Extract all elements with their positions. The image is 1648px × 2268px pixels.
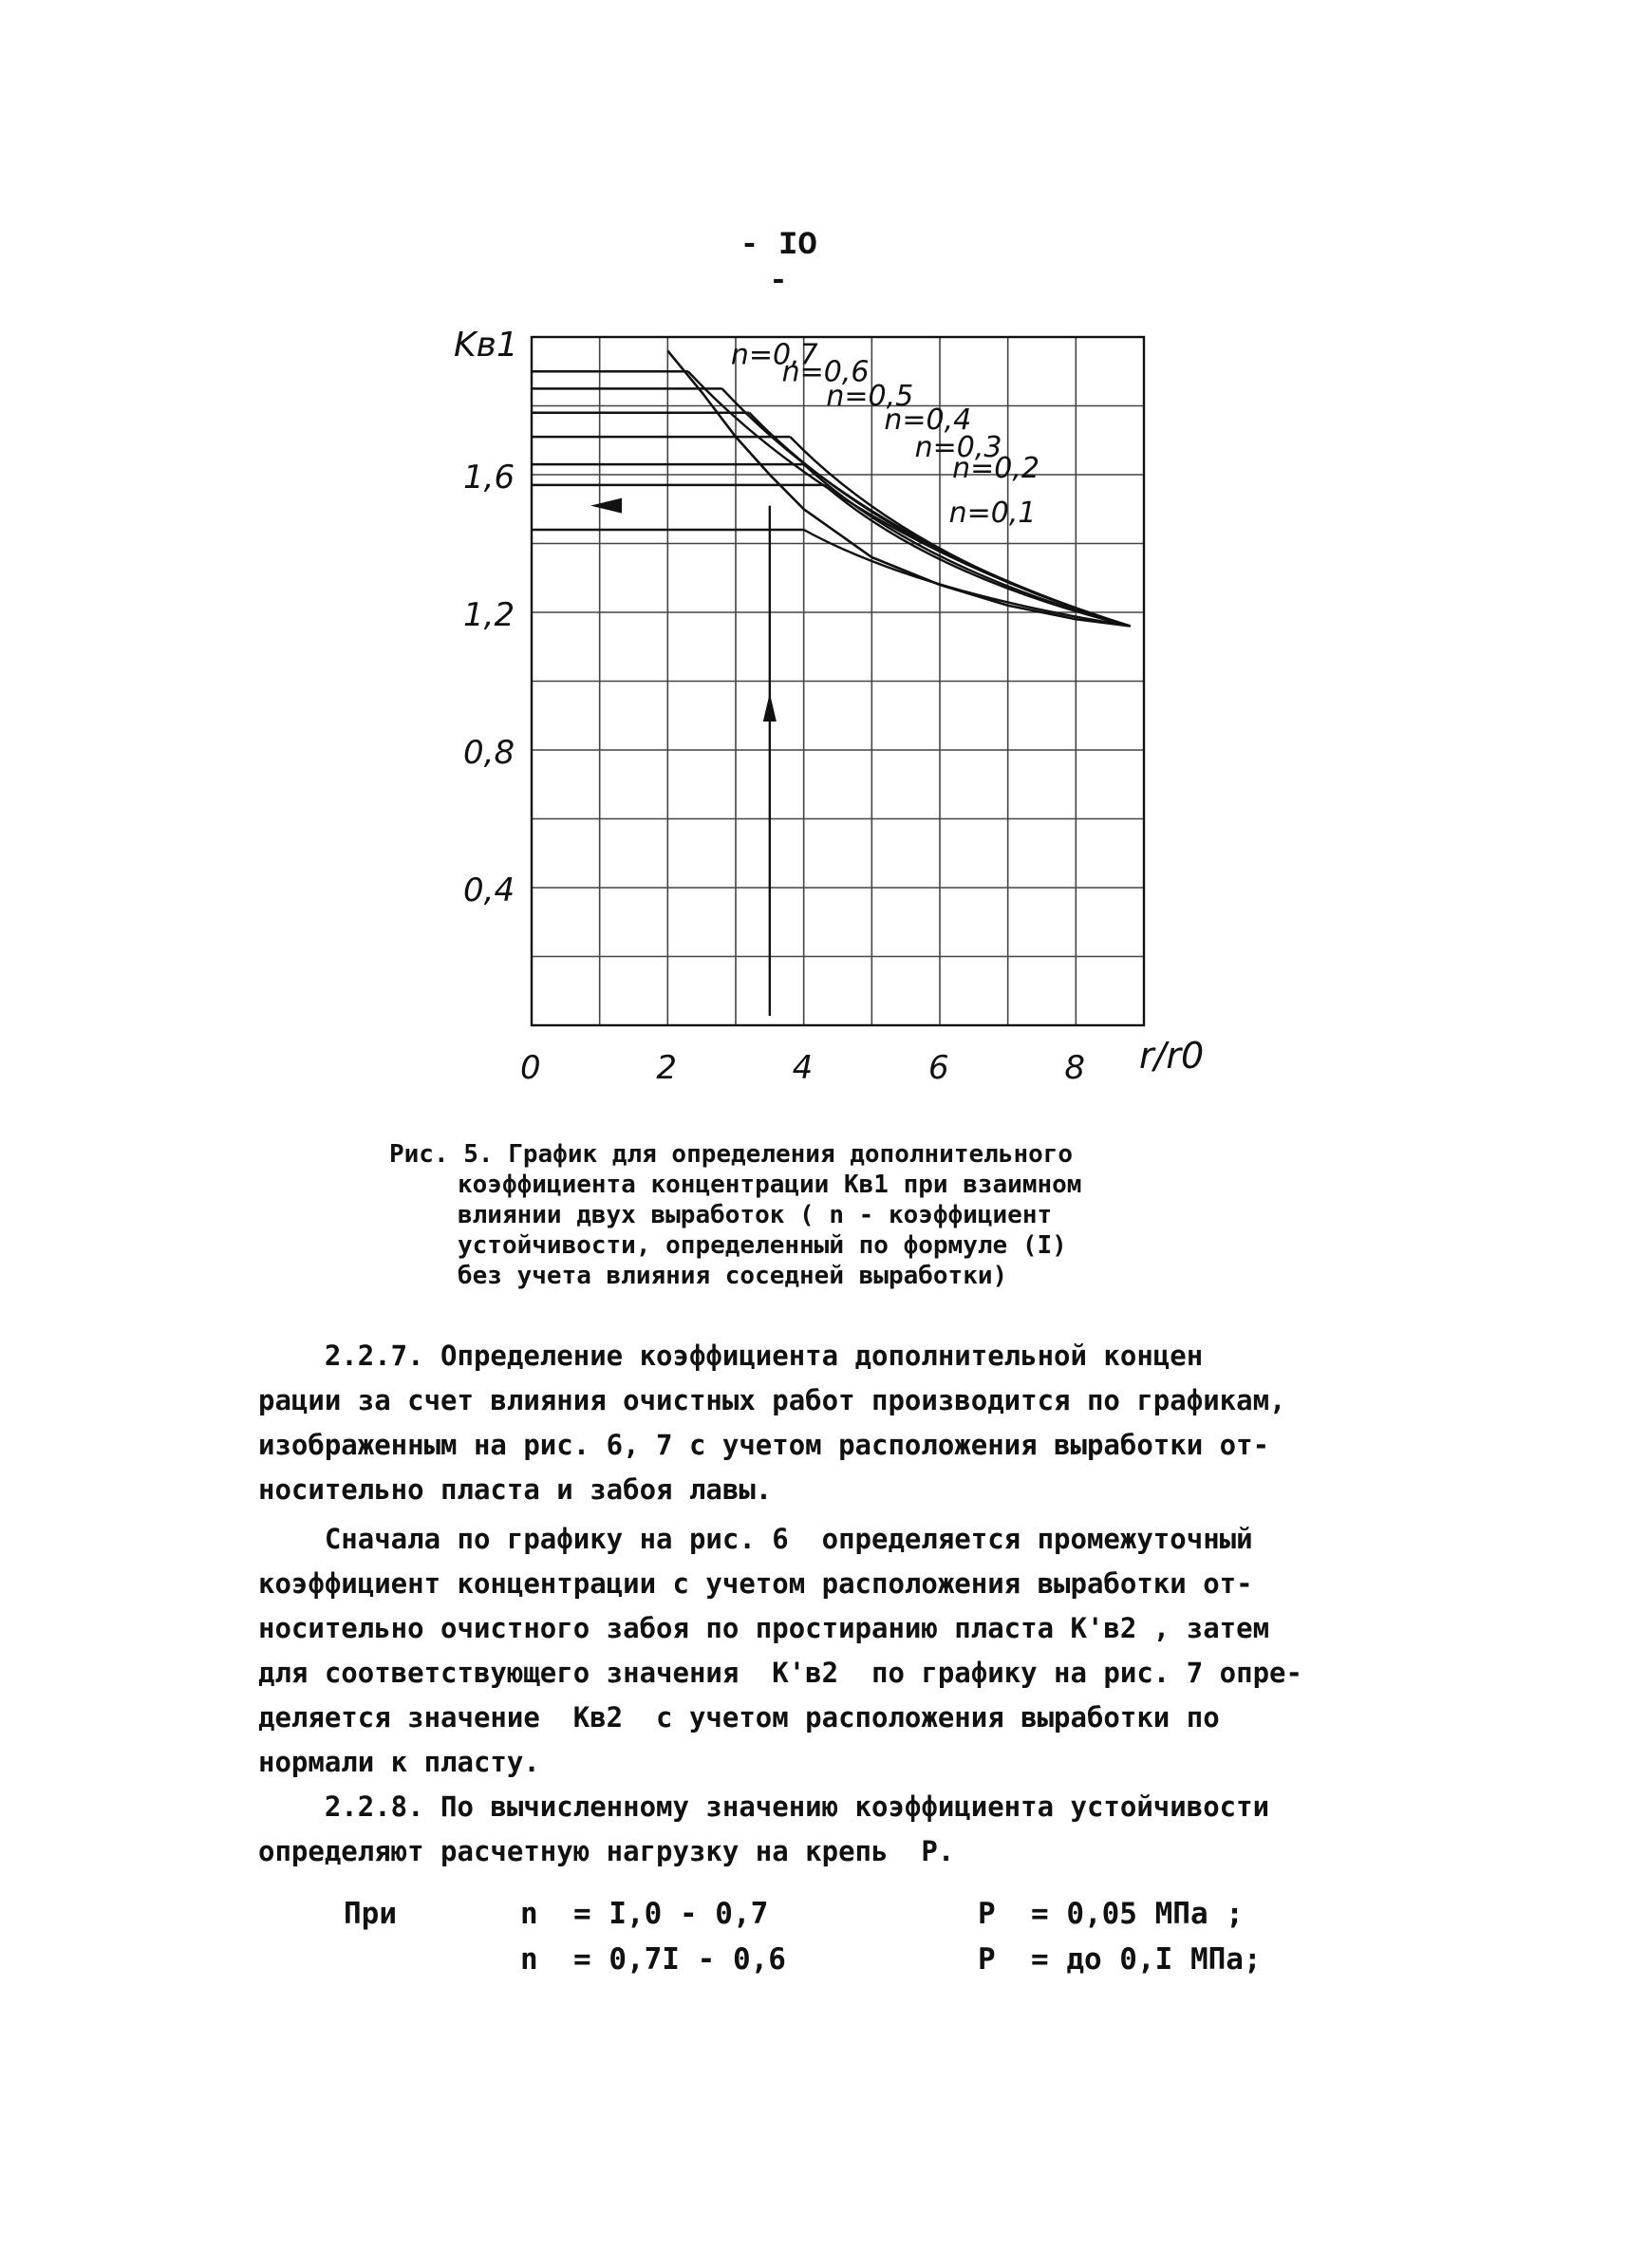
caption-line: влиянии двух выработок ( n - коэффициент [458,1201,1053,1229]
series-label: n=0,5 [826,379,914,413]
formula-n-range-1: n = I,0 - 0,7 [520,1897,769,1931]
paragraph-2-2-7 [258,1334,1397,1512]
y-tick-label: 0,4 [463,872,515,909]
y-tick-label: 0,8 [463,734,515,772]
formula-pri: При [344,1897,397,1931]
x-axis-label: r/r0 [1139,1035,1205,1077]
text-line: определяют расчетную нагрузку на крепь Р. [258,1835,955,1867]
figure-caption [389,1139,1263,1291]
paragraph-method [258,1517,1397,1785]
caption-title: Рис. 5. График для определения дополнительного [389,1140,1074,1169]
series-label: n=0,1 [948,497,1037,530]
text-line: изображенным на рис. 6, 7 с учетом расположения выработки от- [258,1429,1270,1461]
y-tick-label: 1,2 [463,596,515,634]
text-line: носительно очистного забоя по простиранию пласта К'в2 , затем [258,1612,1270,1644]
series-label: n=0,4 [884,403,972,438]
caption-line: коэффициента концентрации Кв1 при взаимном [458,1171,1082,1199]
formula-load-2: Р = до 0,I МПа; [978,1942,1262,1977]
text-line: рации за счет влияния очистных работ производится по графикам, [258,1384,1286,1416]
text-line: 2.2.7. Определение коэффициента дополнительной концен [258,1340,1204,1372]
example-arrow-head [763,693,777,722]
caption-line: устойчивости, определенный по формуле (I) [458,1231,1067,1260]
text-line: Сначала по графику на рис. 6 определяется промежуточный [258,1523,1253,1555]
text-line: деляется значение Кв2 с учетом расположения выработки по [258,1701,1220,1734]
page-number: - IO - [740,228,817,300]
text-line: нормали к пласту. [258,1746,540,1778]
text-line: 2.2.8. По вычисленному значению коэффициента устойчивости [258,1790,1270,1823]
x-tick-label: 2 [656,1049,677,1087]
x-tick-label: 0 [520,1049,541,1087]
text-line: для соответствующего значения К'в2 по графику на рис. 7 опре- [258,1657,1302,1689]
y-tick-label: 1,6 [463,459,515,497]
x-tick-label: 6 [928,1049,949,1087]
example-marker-arrow [590,498,622,514]
formula-load-1: Р = 0,05 МПа ; [978,1897,1244,1931]
x-tick-label: 8 [1064,1049,1085,1087]
series-label: n=0,3 [914,431,1002,465]
y-axis-label: Kв1 [454,326,518,365]
formula-n-range-2: n = 0,7I - 0,6 [520,1942,786,1977]
series-label: n=0,2 [952,451,1040,485]
paragraph-2-2-8 [258,1785,1397,1874]
text-line: носительно пласта и забоя лавы. [258,1473,773,1506]
caption-line: без учета влияния соседней выработки) [458,1262,1008,1290]
x-tick-label: 4 [792,1049,814,1087]
text-line: коэффициент концентрации с учетом расположения выработки от- [258,1567,1253,1600]
series-label: n=0,6 [781,355,870,389]
series-label: n=0,7 [730,338,818,372]
